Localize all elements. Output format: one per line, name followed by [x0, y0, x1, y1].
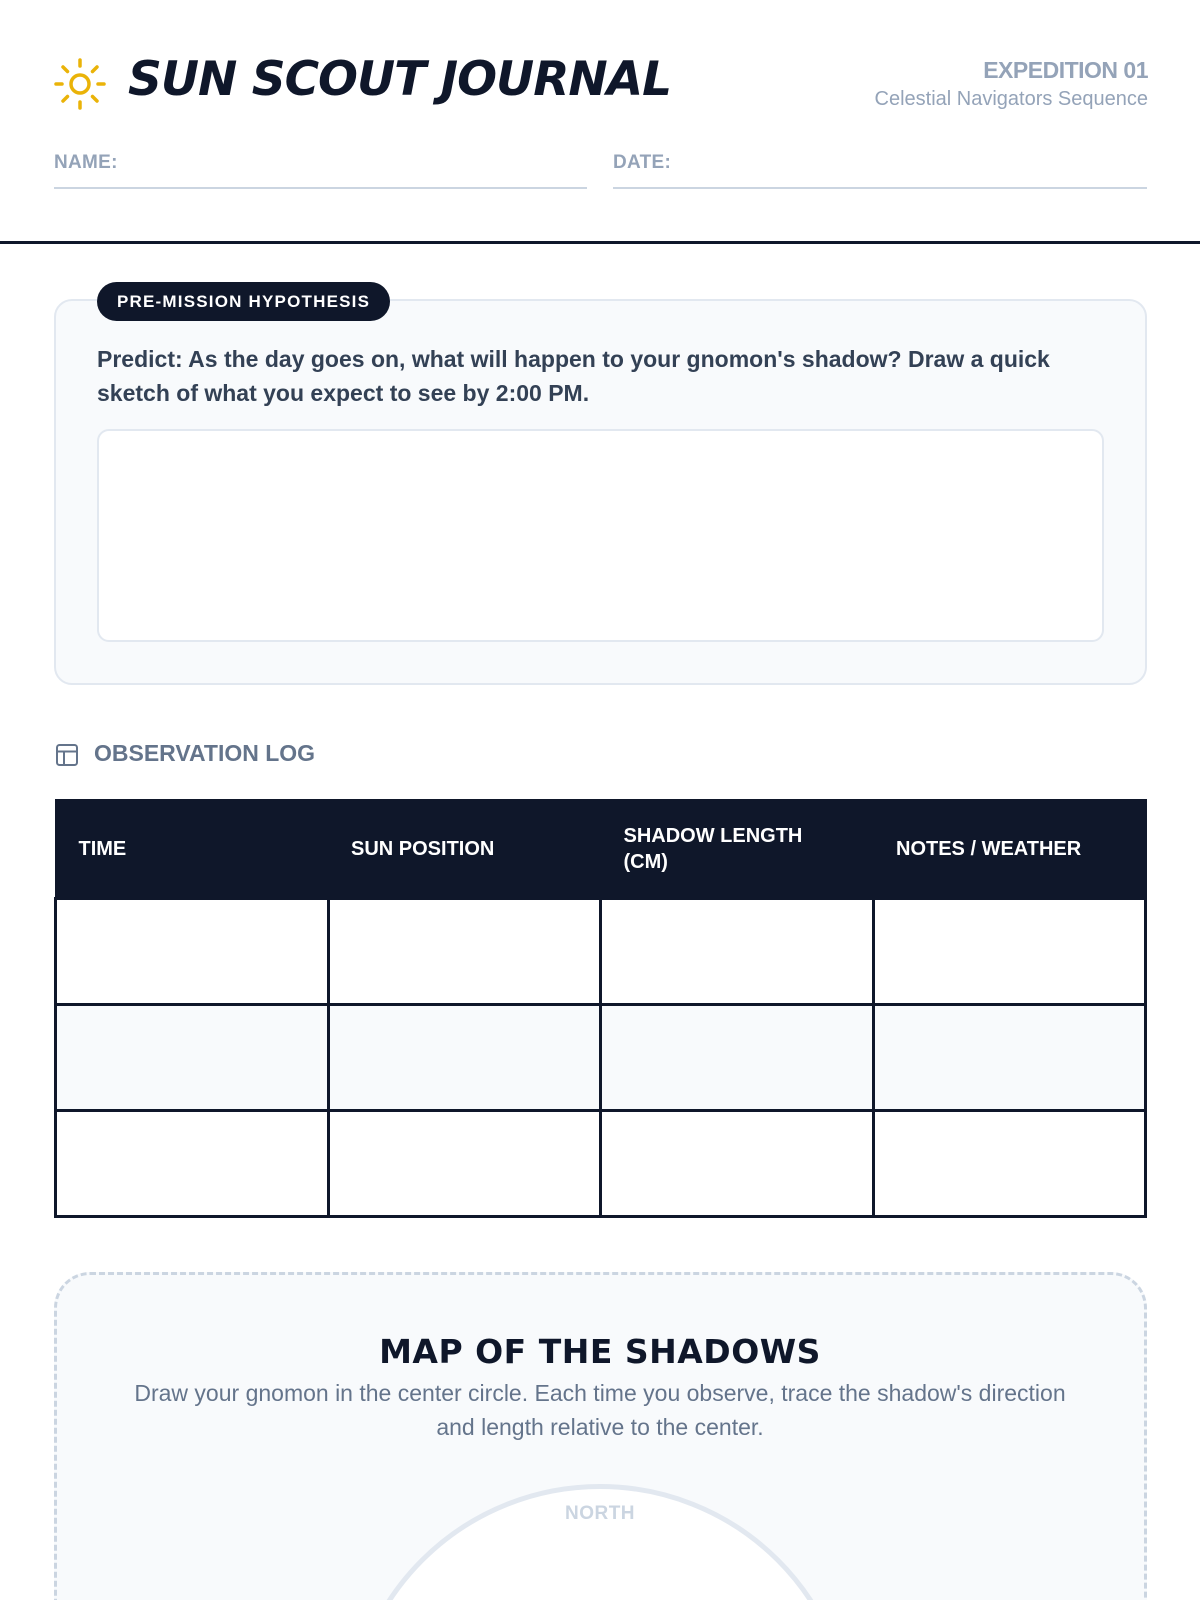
table-cell[interactable]	[873, 1004, 1146, 1110]
page-title: SUN SCOUT JOURNAL	[128, 52, 672, 107]
sun-icon	[54, 58, 106, 110]
table-cell[interactable]	[601, 898, 874, 1004]
table-cell[interactable]	[873, 1110, 1146, 1216]
column-header-notes-weather: NOTES / WEATHER	[873, 800, 1146, 898]
table-header-row	[56, 800, 1146, 898]
table-cell[interactable]	[56, 1004, 329, 1110]
table-cell[interactable]	[601, 1004, 874, 1110]
name-field[interactable]	[54, 152, 587, 189]
column-header-shadow-length: SHADOW LENGTH (CM)	[601, 800, 874, 898]
table-icon	[55, 743, 79, 767]
observation-log-heading: OBSERVATION LOG	[94, 740, 316, 766]
table-cell[interactable]	[601, 1110, 874, 1216]
date-field[interactable]	[613, 152, 1147, 189]
table-cell[interactable]	[873, 898, 1146, 1004]
table-cell[interactable]	[328, 1004, 601, 1110]
table-row	[56, 1110, 1146, 1216]
table-cell[interactable]	[328, 1110, 601, 1216]
column-header-time: TIME	[56, 800, 329, 898]
sequence-name: Celestial Navigators Sequence	[874, 88, 1148, 110]
date-label: DATE:	[613, 152, 672, 173]
expedition-number: EXPEDITION 01	[983, 57, 1148, 83]
name-label: NAME:	[54, 152, 118, 173]
shadow-map-description: Draw your gnomon in the center circle. Each time you observe, trace the shadow's direction and length relative to the center.	[134, 1380, 1066, 1440]
shadow-map-title: MAP OF THE SHADOWS	[379, 1332, 821, 1371]
north-label: NORTH	[564, 1503, 636, 1524]
hypothesis-sketch-area[interactable]	[97, 429, 1104, 642]
table-cell[interactable]	[328, 898, 601, 1004]
table-cell[interactable]	[56, 1110, 329, 1216]
journal-header	[0, 0, 1200, 244]
table-cell[interactable]	[56, 898, 329, 1004]
observation-log-table	[54, 799, 1147, 1218]
hypothesis-badge: PRE-MISSION HYPOTHESIS	[97, 282, 390, 321]
hypothesis-prompt: Predict: As the day goes on, what will happen to your gnomon's shadow? Draw a quick sketch of what you expect to see by 2:00 PM.	[97, 346, 1050, 406]
table-row	[56, 898, 1146, 1004]
column-header-sun-position: SUN POSITION	[328, 800, 601, 898]
table-row	[56, 1004, 1146, 1110]
